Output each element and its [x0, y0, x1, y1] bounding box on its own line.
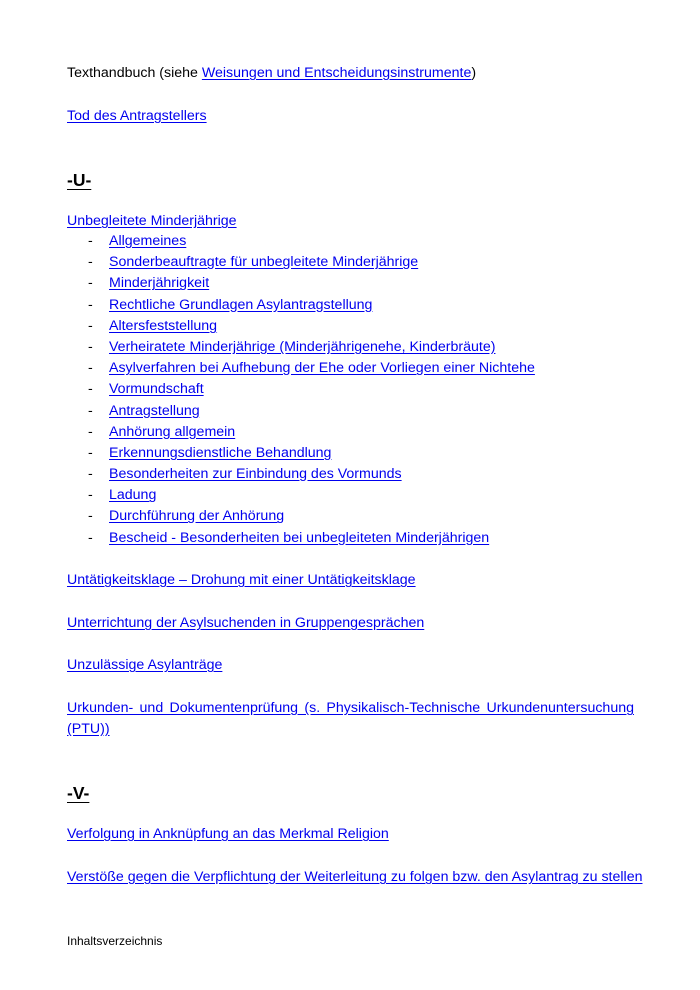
- subitem-link[interactable]: Durchführung der Anhörung: [109, 508, 285, 525]
- dash-bullet: -: [88, 338, 93, 355]
- subitem-link[interactable]: Besonderheiten zur Einbindung des Vormunds: [109, 466, 402, 483]
- intro-line: [67, 65, 476, 82]
- subitem-link[interactable]: Verheiratete Minderjährige (Minderjährigenehe, Kinderbräute): [109, 338, 496, 355]
- section-heading-u: -U-: [67, 170, 92, 190]
- dash-bullet: -: [88, 360, 93, 377]
- subitem-link[interactable]: Bescheid - Besonderheiten bei unbegleiteten Minderjährigen: [109, 529, 490, 546]
- link-untaetigkeitsklage[interactable]: Untätigkeitsklage – Drohung mit einer Untätigkeitsklage: [67, 572, 416, 588]
- link-urkundenpruefung[interactable]: Urkunden- und Dokumentenprüfung (s. Physikalisch-Technische Urkundenuntersuchung (PTU)): [67, 700, 634, 737]
- dash-bullet: -: [88, 487, 93, 504]
- link-verstoesse-weiterleitung[interactable]: Verstöße gegen die Verpflichtung der Weiterleitung zu folgen bzw. den Asylantrag zu stellen: [67, 869, 643, 885]
- subitem-link[interactable]: Allgemeines: [109, 233, 187, 249]
- section-heading-v: -V-: [67, 783, 90, 803]
- subitem-link[interactable]: Ladung: [109, 487, 157, 504]
- subitem-link[interactable]: Erkennungsdienstliche Behandlung: [109, 444, 332, 461]
- subitem-link[interactable]: Antragstellung: [109, 402, 200, 419]
- dash-bullet: -: [88, 402, 93, 419]
- dash-bullet: -: [88, 254, 93, 271]
- link-unzulaessige-asylantraege[interactable]: Unzulässige Asylanträge: [67, 657, 223, 673]
- subitem-link[interactable]: Vormundschaft: [109, 381, 204, 398]
- dash-bullet: -: [88, 444, 93, 461]
- link-unterrichtung[interactable]: Unterrichtung der Asylsuchenden in Gruppengesprächen: [67, 615, 425, 631]
- subitem-link[interactable]: Altersfeststellung: [109, 317, 218, 334]
- link-unbegleitete-minderjaehrige[interactable]: Unbegleitete Minderjährige: [67, 213, 237, 229]
- subitem-link[interactable]: Asylverfahren bei Aufhebung der Ehe oder Vorliegen einer Nichtehe: [109, 360, 535, 377]
- link-verfolgung-religion[interactable]: Verfolgung in Anknüpfung an das Merkmal Religion: [67, 826, 389, 842]
- dash-bullet: -: [88, 529, 93, 546]
- intro-suffix: ): [471, 65, 477, 81]
- subitem-link[interactable]: Rechtliche Grundlagen Asylantragstellung: [109, 296, 373, 313]
- dash-bullet: -: [88, 381, 93, 398]
- dash-bullet: -: [88, 296, 93, 313]
- link-weisungen[interactable]: Weisungen und Entscheidungsinstrumente: [201, 65, 472, 81]
- dash-bullet: -: [88, 233, 93, 249]
- dash-bullet: -: [88, 508, 93, 525]
- dash-bullet: -: [88, 317, 93, 334]
- link-tod-des-antragstellers[interactable]: Tod des Antragstellers: [67, 108, 207, 124]
- page-footer: Inhaltsverzeichnis: [67, 934, 163, 948]
- subitem-link[interactable]: Minderjährigkeit: [109, 275, 210, 292]
- intro-prefix: Texthandbuch (siehe: [67, 65, 202, 81]
- subitem-link[interactable]: Anhörung allgemein: [109, 423, 236, 440]
- subitem-link[interactable]: Sonderbeauftragte für unbegleitete Minderjährige: [109, 254, 419, 271]
- dash-bullet: -: [88, 423, 93, 440]
- dash-bullet: -: [88, 275, 93, 292]
- dash-bullet: -: [88, 466, 93, 483]
